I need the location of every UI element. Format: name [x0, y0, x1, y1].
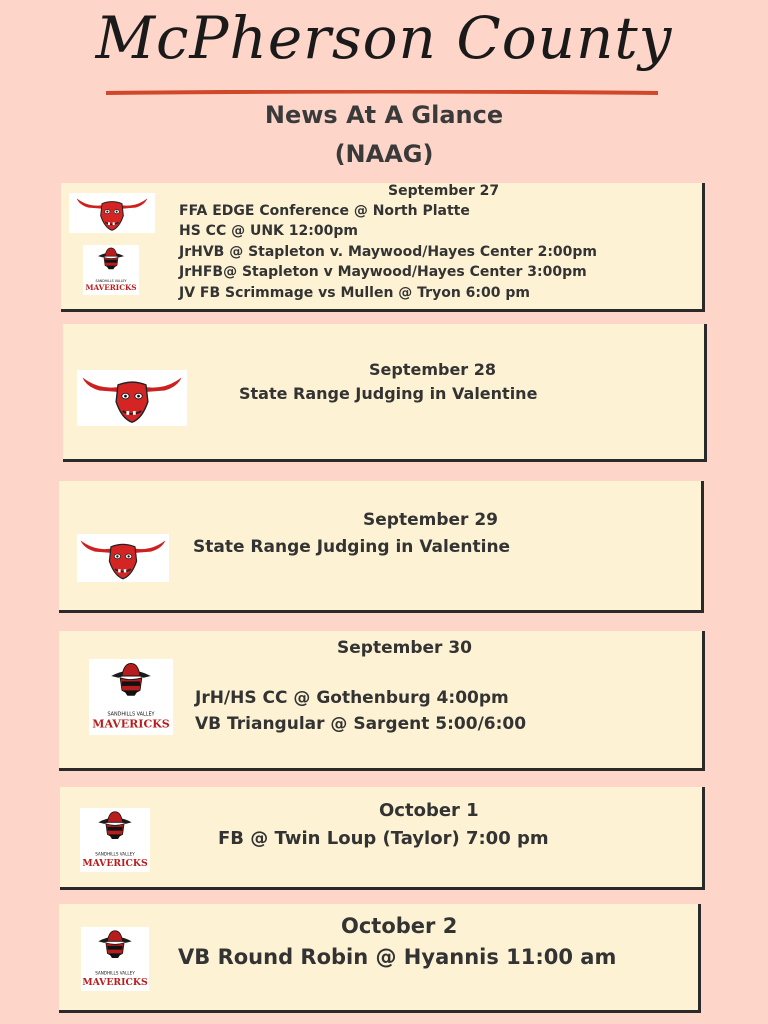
- event-line: State Range Judging in Valentine: [193, 537, 511, 557]
- svg-text:MAVERICKS: MAVERICKS: [82, 976, 148, 988]
- longhorn-logo: [77, 534, 169, 582]
- event-date: September 30: [337, 638, 472, 658]
- mavericks-logo: [83, 245, 139, 295]
- svg-text:SANDHILLS VALLEY: SANDHILLS VALLEY: [95, 851, 135, 857]
- svg-text:SANDHILLS VALLEY: SANDHILLS VALLEY: [95, 279, 127, 284]
- event-date: September 27: [388, 183, 500, 199]
- event-date: September 28: [369, 360, 497, 379]
- event-line: VB Triangular @ Sargent 5:00/6:00: [195, 714, 527, 734]
- event-line: HS CC @ UNK 12:00pm: [179, 223, 358, 239]
- event-line: JrHVB @ Stapleton v. Maywood/Hayes Center 2:00pm: [179, 244, 598, 260]
- event-line: FFA EDGE Conference @ North Platte: [179, 203, 470, 219]
- title-underline: [106, 90, 658, 96]
- page-subtitle: News At A Glance: [264, 101, 504, 129]
- event-line: FB @ Twin Loup (Taylor) 7:00 pm: [218, 828, 549, 849]
- event-line: VB Round Robin @ Hyannis 11:00 am: [178, 945, 617, 969]
- event-card-sep29: [59, 481, 704, 613]
- svg-text:MAVERICKS: MAVERICKS: [85, 283, 137, 293]
- event-card-sep27: [61, 183, 705, 312]
- event-line: State Range Judging in Valentine: [239, 384, 538, 403]
- svg-text:MAVERICKS: MAVERICKS: [82, 857, 148, 869]
- event-line: JrH/HS CC @ Gothenburg 4:00pm: [195, 688, 509, 708]
- mavericks-logo: [89, 659, 173, 735]
- svg-text:SANDHILLS VALLEY: SANDHILLS VALLEY: [95, 970, 135, 976]
- event-date: October 2: [341, 914, 458, 938]
- event-date: September 29: [363, 510, 498, 530]
- page-title: McPherson County: [95, 4, 673, 72]
- event-card-oct1: [60, 787, 705, 890]
- mavericks-logo: [81, 927, 149, 991]
- event-date: October 1: [379, 800, 479, 821]
- longhorn-logo: [69, 193, 155, 233]
- event-line: JV FB Scrimmage vs Mullen @ Tryon 6:00 pm: [179, 285, 530, 301]
- event-card-oct2: [59, 904, 701, 1013]
- longhorn-logo: [77, 370, 187, 426]
- page-abbrev: (NAAG): [334, 140, 434, 168]
- svg-text:SANDHILLS VALLEY: SANDHILLS VALLEY: [107, 711, 155, 718]
- event-line: JrHFB@ Stapleton v Maywood/Hayes Center 3:00pm: [179, 264, 587, 280]
- svg-text:MAVERICKS: MAVERICKS: [92, 717, 170, 731]
- event-card-sep30: [59, 631, 705, 771]
- event-card-sep28: [63, 324, 707, 462]
- mavericks-logo: [80, 808, 150, 872]
